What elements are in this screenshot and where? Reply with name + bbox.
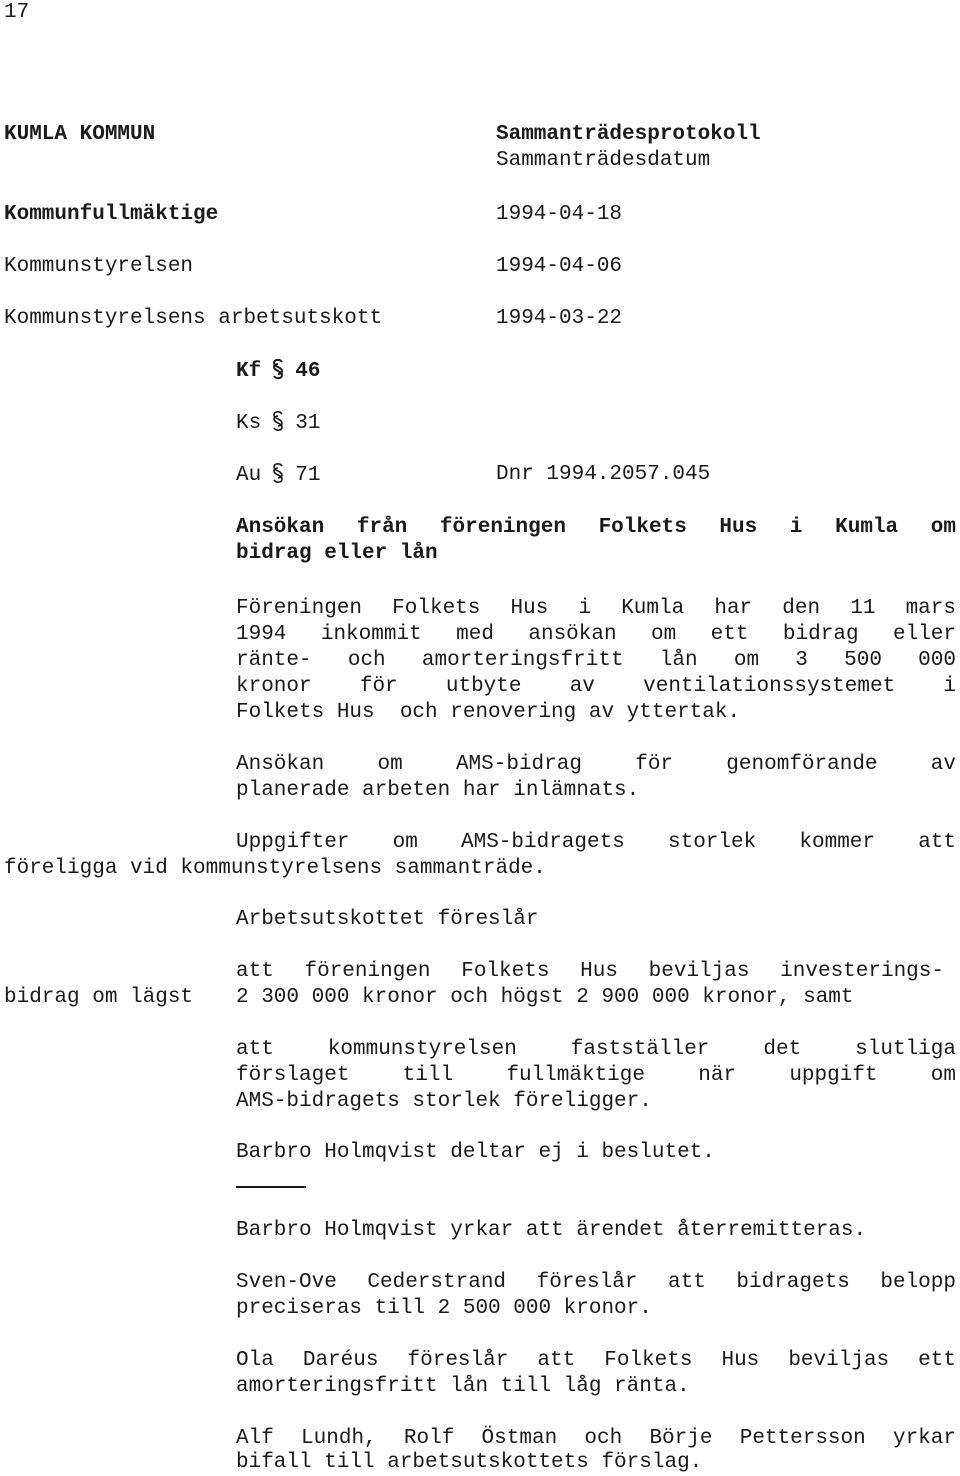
body-date-kf: 1994-04-18 xyxy=(496,203,623,226)
diary-number: Dnr 1994.2057.045 xyxy=(496,463,711,486)
body-date-au: 1994-03-22 xyxy=(496,307,623,330)
motion3-line: Ola Daréus föreslår att Folkets Hus beviljas ett xyxy=(236,1349,956,1372)
body1-line: Folkets Hus och renovering av yttertak. xyxy=(236,701,741,724)
body-name-au: Kommunstyrelsens arbetsutskott xyxy=(4,307,383,330)
item-title-line1: Ansökan från föreningen Folkets Hus i Kumla om xyxy=(236,516,956,539)
body2-line: planerade arbeten har inlämnats. xyxy=(236,779,640,802)
motion2-line: Sven-Ove Cederstrand föreslår att bidragets belopp xyxy=(236,1271,956,1294)
protocol-title: Sammanträdesprotokoll xyxy=(496,123,761,146)
att2-line: AMS-bidragets storlek föreligger. xyxy=(236,1090,652,1113)
motion4-line: Alf Lundh, Rolf Östman och Börje Pettersson yrkar xyxy=(236,1427,956,1450)
separator-rule xyxy=(236,1186,306,1188)
ref-ks-label: Ks xyxy=(236,412,262,435)
ref-au xyxy=(236,462,320,489)
section-sign-icon xyxy=(267,410,289,432)
ref-au-label: Au xyxy=(236,464,262,487)
page-number: 17 xyxy=(4,1,30,24)
body-name-kf: Kommunfullmäktige xyxy=(4,203,219,226)
body1-line: 1994 inkommit med ansökan om ett bidrag eller xyxy=(236,623,956,646)
att2-line: förslaget till fullmäktige när uppgift om xyxy=(236,1064,956,1087)
ref-kf xyxy=(236,358,320,385)
motion1: Barbro Holmqvist yrkar att ärendet återremitteras. xyxy=(236,1219,867,1242)
section-sign-icon xyxy=(267,358,289,380)
motion3-line: amorteringsfritt lån till låg ränta. xyxy=(236,1375,690,1398)
body3-line1: Uppgifter om AMS-bidragets storlek kommer att xyxy=(236,831,956,854)
ref-ks-num: 31 xyxy=(295,412,321,435)
ref-kf-label: Kf xyxy=(236,360,262,383)
municipality-name: KUMLA KOMMUN xyxy=(4,123,156,146)
proposal-heading: Arbetsutskottet föreslår xyxy=(236,908,539,931)
body1-line: ränte- och amorteringsfritt lån om 3 500 000 xyxy=(236,649,956,672)
body-date-ks: 1994-04-06 xyxy=(496,255,623,278)
body1-line: kronor för utbyte av ventilationssystemet i xyxy=(236,675,956,698)
motion2-line: preciseras till 2 500 000 kronor. xyxy=(236,1297,652,1320)
section-sign-icon xyxy=(267,462,289,484)
body-name-ks: Kommunstyrelsen xyxy=(4,255,194,278)
att1-line2-right: 2 300 000 kronor och högst 2 900 000 kronor, samt xyxy=(236,986,854,1009)
abstain-note: Barbro Holmqvist deltar ej i beslutet. xyxy=(236,1141,715,1164)
ref-ks xyxy=(236,410,320,437)
item-title-line2: bidrag eller lån xyxy=(236,542,438,565)
body3-line2: föreligga vid kommunstyrelsens sammanträde. xyxy=(4,857,546,880)
ref-kf-num: 46 xyxy=(295,360,321,383)
att1-line2-left: bidrag om lägst xyxy=(4,986,194,1009)
att2-line: att kommunstyrelsen fastställer det slutliga xyxy=(236,1038,956,1061)
ref-au-num: 71 xyxy=(295,464,321,487)
motion4-line: bifall till arbetsutskottets förslag. xyxy=(236,1451,703,1474)
att1-line1: att föreningen Folkets Hus beviljas investerings- xyxy=(236,960,944,983)
date-label: Sammanträdesdatum xyxy=(496,149,711,172)
body1-line: Föreningen Folkets Hus i Kumla har den 11 mars xyxy=(236,597,956,620)
body2-line: Ansökan om AMS-bidrag för genomförande av xyxy=(236,753,956,776)
